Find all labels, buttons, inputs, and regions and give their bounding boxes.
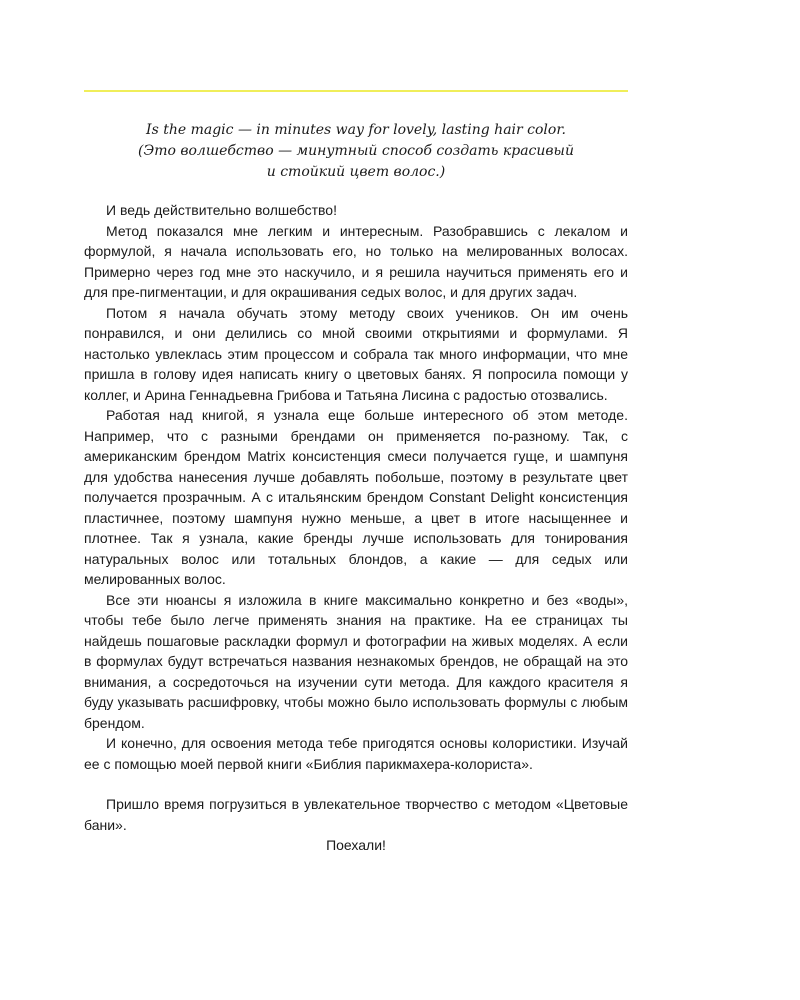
closing-paragraph: Пришло время погрузиться в увлекательное творчество с методом «Цветовые бани». bbox=[84, 796, 628, 833]
paragraph: И конечно, для освоения метода тебе пригодятся основы колористики. Изучай ее с помощью моей первой книги «Библия парикмахера-колориста». bbox=[84, 735, 628, 772]
paragraph: Работая над книгой, я узнала еще больше интересного об этом методе. Например, что с разными брендами он применяется по-разному. Так, с американским брендом Matrix консистенция смеси получается гуще, и шампуня для удобства нанесения лучше добавлять побольше, поэтому в результате цвет получается прозрачным. А с итальянским брендом Constant Delight консистенция пластичнее, поэтому шампуня нужно меньше, а цвет в итоге насыщеннее и плотнее. Так я узнала, какие бренды лучше использовать для тонирования натуральных волос или тотальных блондов, а какие — для седых или мелированных волос. bbox=[84, 407, 628, 587]
epigraph bbox=[84, 120, 628, 183]
paragraph: И ведь действительно волшебство! bbox=[106, 202, 337, 218]
epigraph-line-english: Is the magic — in minutes way for lovely, lasting hair color. bbox=[146, 122, 566, 138]
paragraph: Метод показался мне легким и интересным. Разобравшись с лекалом и формулой, я начала использовать его, но только на мелированных волосах. Примерно через год мне это наскучило, и я решила научиться применять его и для пре-пигментации, и для окрашивания седых волос, и для других задач. bbox=[84, 222, 628, 300]
paragraph: Все эти нюансы я изложила в книге максимально конкретно и без «воды», чтобы тебе было легче применять знания на практике. На ее страницах ты найдешь пошаговые раскладки формул и фотографии на живых моделях. А если в формулах будут встречаться названия незнакомых брендов, не обращай на это внимания, а сосредоточься на изучении сути метода. Для каждого красителя я буду указывать расшифровку, чтобы можно было использовать формулы с любым брендом. bbox=[84, 591, 628, 731]
epigraph-line-translation-2: и стойкий цвет волос.) bbox=[266, 164, 446, 180]
epigraph-line-translation-1: (Это волшебство — минутный способ создать красивый bbox=[138, 143, 574, 159]
signoff: Поехали! bbox=[326, 837, 386, 853]
top-rule bbox=[84, 90, 628, 92]
main-text bbox=[84, 200, 628, 856]
paragraph: Потом я начала обучать этому методу своих учеников. Он им очень понравился, и они делились со мной своими открытиями и формулами. Я настолько увлеклась этим процессом и собрала так много информации, что мне пришла в голову идея написать книгу о цветовых банях. Я попросила помощи у коллег, и Арина Геннадьевна Грибова и Татьяна Лисина с радостью отозвались. bbox=[84, 304, 628, 403]
